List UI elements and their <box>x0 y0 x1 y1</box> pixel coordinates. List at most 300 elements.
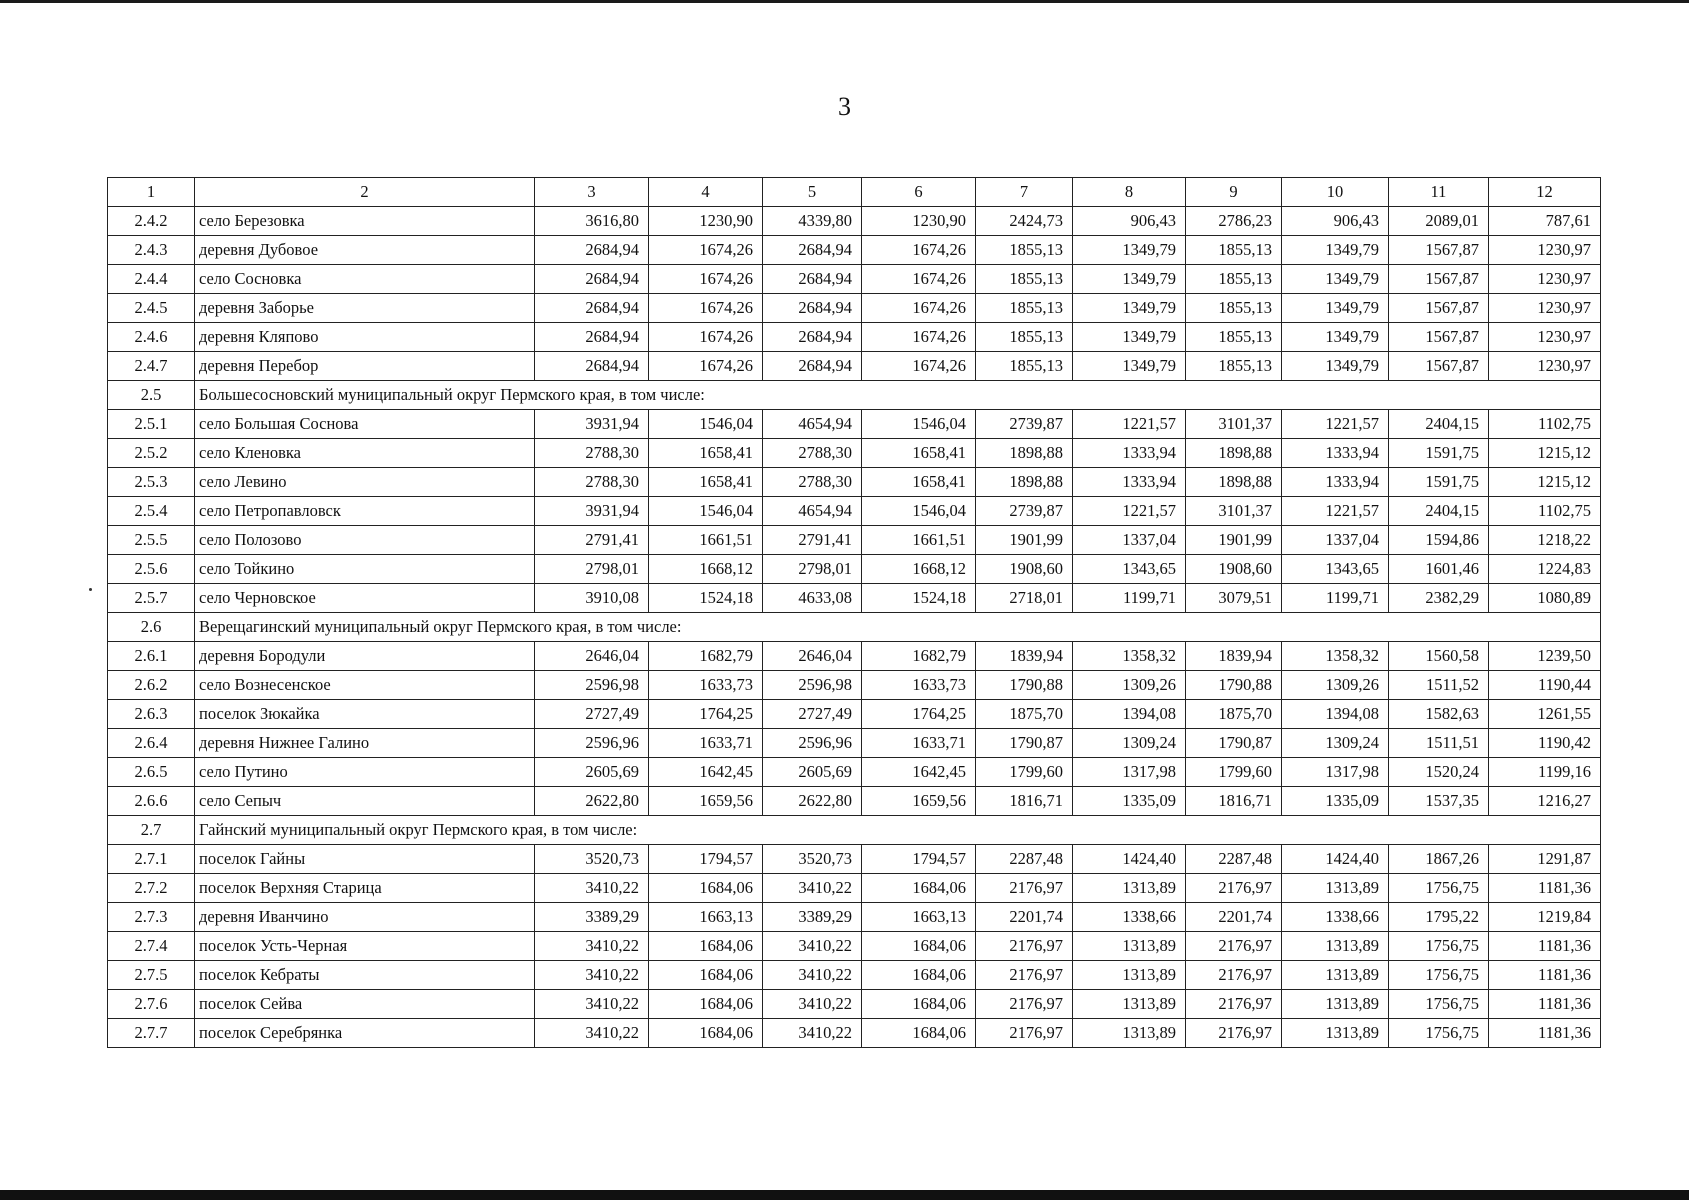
table-row <box>108 265 1601 294</box>
value-cell: 3410,22 <box>763 990 862 1019</box>
value-cell: 1291,87 <box>1489 845 1601 874</box>
value-cell: 1567,87 <box>1389 323 1489 352</box>
value-cell: 1230,90 <box>649 207 763 236</box>
settlement-name: поселок Гайны <box>195 845 535 874</box>
value-cell: 1230,97 <box>1489 323 1601 352</box>
value-cell: 2176,97 <box>976 990 1073 1019</box>
value-cell: 3410,22 <box>763 874 862 903</box>
value-cell: 2596,96 <box>535 729 649 758</box>
value-cell: 1684,06 <box>862 932 976 961</box>
value-cell: 1261,55 <box>1489 700 1601 729</box>
value-cell: 1424,40 <box>1282 845 1389 874</box>
settlement-name: деревня Иванчино <box>195 903 535 932</box>
value-cell: 1546,04 <box>649 410 763 439</box>
value-cell: 3520,73 <box>535 845 649 874</box>
value-cell: 1591,75 <box>1389 468 1489 497</box>
table-row <box>108 323 1601 352</box>
value-cell: 1658,41 <box>862 439 976 468</box>
value-cell: 1764,25 <box>862 700 976 729</box>
value-cell: 1684,06 <box>649 1019 763 1048</box>
value-cell: 1230,90 <box>862 207 976 236</box>
value-cell: 3410,22 <box>535 961 649 990</box>
value-cell: 2176,97 <box>1186 961 1282 990</box>
value-cell: 1511,52 <box>1389 671 1489 700</box>
value-cell: 1317,98 <box>1073 758 1186 787</box>
value-cell: 2201,74 <box>1186 903 1282 932</box>
value-cell: 1313,89 <box>1282 961 1389 990</box>
value-cell: 1230,97 <box>1489 294 1601 323</box>
value-cell: 1855,13 <box>1186 294 1282 323</box>
value-cell: 1424,40 <box>1073 845 1186 874</box>
value-cell: 2727,49 <box>535 700 649 729</box>
value-cell: 1333,94 <box>1282 468 1389 497</box>
value-cell: 1684,06 <box>649 990 763 1019</box>
table-row <box>108 207 1601 236</box>
settlement-name: деревня Заборье <box>195 294 535 323</box>
value-cell: 1358,32 <box>1282 642 1389 671</box>
value-cell: 1839,94 <box>1186 642 1282 671</box>
value-cell: 2287,48 <box>1186 845 1282 874</box>
value-cell: 2176,97 <box>1186 874 1282 903</box>
value-cell: 1215,12 <box>1489 439 1601 468</box>
value-cell: 2176,97 <box>976 1019 1073 1048</box>
value-cell: 1684,06 <box>649 961 763 990</box>
value-cell: 1684,06 <box>649 932 763 961</box>
value-cell: 1867,26 <box>1389 845 1489 874</box>
value-cell: 2404,15 <box>1389 410 1489 439</box>
table-row <box>108 874 1601 903</box>
value-cell: 2718,01 <box>976 584 1073 613</box>
value-cell: 1337,04 <box>1073 526 1186 555</box>
value-cell: 1674,26 <box>862 323 976 352</box>
value-cell: 1790,87 <box>1186 729 1282 758</box>
value-cell: 1794,57 <box>649 845 763 874</box>
value-cell: 1684,06 <box>649 874 763 903</box>
value-cell: 906,43 <box>1282 207 1389 236</box>
value-cell: 1898,88 <box>1186 468 1282 497</box>
value-cell: 1674,26 <box>649 352 763 381</box>
value-cell: 1335,09 <box>1073 787 1186 816</box>
settlement-name: село Кленовка <box>195 439 535 468</box>
value-cell: 1663,13 <box>862 903 976 932</box>
settlement-name: поселок Усть-Черная <box>195 932 535 961</box>
value-cell: 2605,69 <box>535 758 649 787</box>
value-cell: 2684,94 <box>763 294 862 323</box>
value-cell: 1394,08 <box>1073 700 1186 729</box>
value-cell: 3931,94 <box>535 497 649 526</box>
value-cell: 1756,75 <box>1389 874 1489 903</box>
value-cell: 2788,30 <box>535 468 649 497</box>
value-cell: 1333,94 <box>1073 468 1186 497</box>
row-number: 2.4.5 <box>108 294 195 323</box>
scan-edge-bottom <box>0 1190 1689 1200</box>
value-cell: 2684,94 <box>535 236 649 265</box>
value-cell: 1313,89 <box>1282 990 1389 1019</box>
value-cell: 1511,51 <box>1389 729 1489 758</box>
value-cell: 1661,51 <box>649 526 763 555</box>
value-cell: 1309,26 <box>1073 671 1186 700</box>
table-row <box>108 555 1601 584</box>
value-cell: 2798,01 <box>535 555 649 584</box>
value-cell: 1190,42 <box>1489 729 1601 758</box>
value-cell: 2404,15 <box>1389 497 1489 526</box>
value-cell: 1790,88 <box>976 671 1073 700</box>
value-cell: 2596,98 <box>763 671 862 700</box>
value-cell: 1790,88 <box>1186 671 1282 700</box>
table-row <box>108 236 1601 265</box>
value-cell: 1684,06 <box>862 874 976 903</box>
value-cell: 1633,71 <box>649 729 763 758</box>
value-cell: 2739,87 <box>976 410 1073 439</box>
value-cell: 1358,32 <box>1073 642 1186 671</box>
value-cell: 1560,58 <box>1389 642 1489 671</box>
value-cell: 1537,35 <box>1389 787 1489 816</box>
value-cell: 4339,80 <box>763 207 862 236</box>
value-cell: 1674,26 <box>862 265 976 294</box>
table-row <box>108 758 1601 787</box>
value-cell: 1337,04 <box>1282 526 1389 555</box>
value-cell: 1659,56 <box>862 787 976 816</box>
table-row <box>108 294 1601 323</box>
column-number: 12 <box>1489 178 1601 207</box>
value-cell: 3410,22 <box>535 932 649 961</box>
value-cell: 3410,22 <box>535 990 649 1019</box>
value-cell: 1181,36 <box>1489 932 1601 961</box>
value-cell: 3410,22 <box>763 1019 862 1048</box>
value-cell: 1642,45 <box>649 758 763 787</box>
value-cell: 1816,71 <box>1186 787 1282 816</box>
value-cell: 2788,30 <box>763 468 862 497</box>
value-cell: 1333,94 <box>1282 439 1389 468</box>
table-row <box>108 845 1601 874</box>
value-cell: 2596,96 <box>763 729 862 758</box>
value-cell: 1520,24 <box>1389 758 1489 787</box>
value-cell: 1313,89 <box>1282 874 1389 903</box>
value-cell: 2605,69 <box>763 758 862 787</box>
row-number: 2.7.1 <box>108 845 195 874</box>
value-cell: 1349,79 <box>1282 352 1389 381</box>
value-cell: 1567,87 <box>1389 294 1489 323</box>
value-cell: 1102,75 <box>1489 410 1601 439</box>
value-cell: 3616,80 <box>535 207 649 236</box>
value-cell: 2176,97 <box>1186 932 1282 961</box>
row-number: 2.6.1 <box>108 642 195 671</box>
value-cell: 1230,97 <box>1489 265 1601 294</box>
value-cell: 1313,89 <box>1073 990 1186 1019</box>
value-cell: 2622,80 <box>535 787 649 816</box>
value-cell: 1875,70 <box>976 700 1073 729</box>
value-cell: 1221,57 <box>1073 497 1186 526</box>
row-number: 2.4.4 <box>108 265 195 294</box>
value-cell: 3910,08 <box>535 584 649 613</box>
value-cell: 1230,97 <box>1489 352 1601 381</box>
value-cell: 2684,94 <box>535 265 649 294</box>
value-cell: 1898,88 <box>976 468 1073 497</box>
value-cell: 1756,75 <box>1389 1019 1489 1048</box>
value-cell: 1591,75 <box>1389 439 1489 468</box>
value-cell: 1668,12 <box>649 555 763 584</box>
settlement-name: село Полозово <box>195 526 535 555</box>
column-number: 6 <box>862 178 976 207</box>
group-title: Гайнский муниципальный округ Пермского края, в том числе: <box>195 816 1601 845</box>
value-cell: 2684,94 <box>535 294 649 323</box>
value-cell: 1633,73 <box>649 671 763 700</box>
value-cell: 1102,75 <box>1489 497 1601 526</box>
value-cell: 1546,04 <box>862 410 976 439</box>
value-cell: 2176,97 <box>976 961 1073 990</box>
table-row <box>108 1019 1601 1048</box>
row-number: 2.7.4 <box>108 932 195 961</box>
value-cell: 1343,65 <box>1282 555 1389 584</box>
column-number-row <box>108 178 1601 207</box>
row-number: 2.6.6 <box>108 787 195 816</box>
settlement-name: деревня Дубовое <box>195 236 535 265</box>
value-cell: 2684,94 <box>763 352 862 381</box>
value-cell: 1199,71 <box>1073 584 1186 613</box>
value-cell: 2684,94 <box>535 352 649 381</box>
value-cell: 2791,41 <box>535 526 649 555</box>
value-cell: 1190,44 <box>1489 671 1601 700</box>
value-cell: 1901,99 <box>1186 526 1282 555</box>
column-number: 2 <box>195 178 535 207</box>
value-cell: 4654,94 <box>763 410 862 439</box>
value-cell: 1567,87 <box>1389 265 1489 294</box>
row-number: 2.7 <box>108 816 195 845</box>
value-cell: 1313,89 <box>1073 932 1186 961</box>
row-number: 2.6.3 <box>108 700 195 729</box>
value-cell: 1855,13 <box>976 265 1073 294</box>
value-cell: 1394,08 <box>1282 700 1389 729</box>
row-number: 2.6 <box>108 613 195 642</box>
value-cell: 3389,29 <box>535 903 649 932</box>
row-number: 2.5.7 <box>108 584 195 613</box>
row-number: 2.5.1 <box>108 410 195 439</box>
group-row <box>108 816 1601 845</box>
value-cell: 1674,26 <box>649 236 763 265</box>
value-cell: 1080,89 <box>1489 584 1601 613</box>
row-number: 2.4.6 <box>108 323 195 352</box>
table-row <box>108 526 1601 555</box>
settlement-name: село Левино <box>195 468 535 497</box>
value-cell: 1181,36 <box>1489 874 1601 903</box>
value-cell: 4654,94 <box>763 497 862 526</box>
value-cell: 1790,87 <box>976 729 1073 758</box>
value-cell: 2739,87 <box>976 497 1073 526</box>
value-cell: 1582,63 <box>1389 700 1489 729</box>
value-cell: 3410,22 <box>535 1019 649 1048</box>
value-cell: 906,43 <box>1073 207 1186 236</box>
settlement-name: село Сепыч <box>195 787 535 816</box>
value-cell: 1855,13 <box>976 352 1073 381</box>
settlement-name: село Березовка <box>195 207 535 236</box>
value-cell: 1349,79 <box>1073 236 1186 265</box>
value-cell: 2786,23 <box>1186 207 1282 236</box>
group-title: Большесосновский муниципальный округ Пермского края, в том числе: <box>195 381 1601 410</box>
value-cell: 3520,73 <box>763 845 862 874</box>
value-cell: 3410,22 <box>763 961 862 990</box>
settlement-name: поселок Кебраты <box>195 961 535 990</box>
group-title: Верещагинский муниципальный округ Пермского края, в том числе: <box>195 613 1601 642</box>
value-cell: 1239,50 <box>1489 642 1601 671</box>
value-cell: 1799,60 <box>976 758 1073 787</box>
value-cell: 1855,13 <box>1186 352 1282 381</box>
value-cell: 1349,79 <box>1282 294 1389 323</box>
value-cell: 2424,73 <box>976 207 1073 236</box>
page-number: 3 <box>838 92 851 121</box>
value-cell: 1659,56 <box>649 787 763 816</box>
row-number: 2.4.3 <box>108 236 195 265</box>
value-cell: 1794,57 <box>862 845 976 874</box>
column-number: 11 <box>1389 178 1489 207</box>
column-number: 1 <box>108 178 195 207</box>
row-number: 2.6.5 <box>108 758 195 787</box>
value-cell: 2382,29 <box>1389 584 1489 613</box>
group-row <box>108 613 1601 642</box>
value-cell: 2727,49 <box>763 700 862 729</box>
table-body <box>108 178 1601 1048</box>
value-cell: 1756,75 <box>1389 990 1489 1019</box>
row-number: 2.7.2 <box>108 874 195 903</box>
settlement-name: поселок Серебрянка <box>195 1019 535 1048</box>
value-cell: 1799,60 <box>1186 758 1282 787</box>
value-cell: 4633,08 <box>763 584 862 613</box>
column-number: 9 <box>1186 178 1282 207</box>
column-number: 7 <box>976 178 1073 207</box>
settlement-name: поселок Верхняя Старица <box>195 874 535 903</box>
value-cell: 1816,71 <box>976 787 1073 816</box>
table-row <box>108 903 1601 932</box>
table-row <box>108 671 1601 700</box>
value-cell: 1684,06 <box>862 961 976 990</box>
value-cell: 2646,04 <box>535 642 649 671</box>
value-cell: 1795,22 <box>1389 903 1489 932</box>
value-cell: 1567,87 <box>1389 236 1489 265</box>
value-cell: 1682,79 <box>862 642 976 671</box>
value-cell: 1642,45 <box>862 758 976 787</box>
row-number: 2.7.7 <box>108 1019 195 1048</box>
value-cell: 1181,36 <box>1489 961 1601 990</box>
row-number: 2.4.2 <box>108 207 195 236</box>
table-row <box>108 932 1601 961</box>
value-cell: 1756,75 <box>1389 961 1489 990</box>
table-row <box>108 410 1601 439</box>
value-cell: 1594,86 <box>1389 526 1489 555</box>
table-row <box>108 642 1601 671</box>
value-cell: 3389,29 <box>763 903 862 932</box>
table-row <box>108 439 1601 468</box>
value-cell: 1601,46 <box>1389 555 1489 584</box>
value-cell: 1230,97 <box>1489 236 1601 265</box>
value-cell: 3101,37 <box>1186 410 1282 439</box>
settlement-name: деревня Нижнее Галино <box>195 729 535 758</box>
value-cell: 1901,99 <box>976 526 1073 555</box>
value-cell: 2176,97 <box>1186 990 1282 1019</box>
value-cell: 1674,26 <box>862 294 976 323</box>
value-cell: 1219,84 <box>1489 903 1601 932</box>
value-cell: 2791,41 <box>763 526 862 555</box>
value-cell: 1343,65 <box>1073 555 1186 584</box>
value-cell: 1684,06 <box>862 1019 976 1048</box>
value-cell: 2176,97 <box>1186 1019 1282 1048</box>
value-cell: 1317,98 <box>1282 758 1389 787</box>
value-cell: 2646,04 <box>763 642 862 671</box>
row-number: 2.7.3 <box>108 903 195 932</box>
row-number: 2.6.2 <box>108 671 195 700</box>
value-cell: 3079,51 <box>1186 584 1282 613</box>
value-cell: 1855,13 <box>976 323 1073 352</box>
value-cell: 2684,94 <box>763 265 862 294</box>
value-cell: 2788,30 <box>535 439 649 468</box>
value-cell: 1855,13 <box>1186 236 1282 265</box>
value-cell: 1908,60 <box>1186 555 1282 584</box>
value-cell: 1633,71 <box>862 729 976 758</box>
column-number: 8 <box>1073 178 1186 207</box>
value-cell: 1221,57 <box>1282 410 1389 439</box>
value-cell: 1349,79 <box>1282 265 1389 294</box>
scan-edge-top <box>0 0 1689 3</box>
value-cell: 1855,13 <box>1186 265 1282 294</box>
value-cell: 1338,66 <box>1073 903 1186 932</box>
value-cell: 1349,79 <box>1073 323 1186 352</box>
value-cell: 1221,57 <box>1073 410 1186 439</box>
value-cell: 1349,79 <box>1282 323 1389 352</box>
value-cell: 1309,24 <box>1282 729 1389 758</box>
value-cell: 2788,30 <box>763 439 862 468</box>
column-number: 5 <box>763 178 862 207</box>
value-cell: 1199,71 <box>1282 584 1389 613</box>
value-cell: 1567,87 <box>1389 352 1489 381</box>
row-number: 2.5.3 <box>108 468 195 497</box>
value-cell: 1216,27 <box>1489 787 1601 816</box>
value-cell: 2176,97 <box>976 874 1073 903</box>
value-cell: 1309,26 <box>1282 671 1389 700</box>
value-cell: 1855,13 <box>1186 323 1282 352</box>
row-number: 2.6.4 <box>108 729 195 758</box>
value-cell: 1349,79 <box>1073 352 1186 381</box>
value-cell: 1663,13 <box>649 903 763 932</box>
value-cell: 1524,18 <box>862 584 976 613</box>
value-cell: 1898,88 <box>1186 439 1282 468</box>
table-row <box>108 990 1601 1019</box>
value-cell: 1658,41 <box>649 439 763 468</box>
settlement-name: село Путино <box>195 758 535 787</box>
value-cell: 1658,41 <box>862 468 976 497</box>
table-row <box>108 700 1601 729</box>
value-cell: 2287,48 <box>976 845 1073 874</box>
table-row <box>108 729 1601 758</box>
value-cell: 1349,79 <box>1073 265 1186 294</box>
value-cell: 1313,89 <box>1073 961 1186 990</box>
settlement-name: село Большая Соснова <box>195 410 535 439</box>
value-cell: 1898,88 <box>976 439 1073 468</box>
value-cell: 1839,94 <box>976 642 1073 671</box>
value-cell: 1855,13 <box>976 294 1073 323</box>
row-number: 2.7.6 <box>108 990 195 1019</box>
value-cell: 1855,13 <box>976 236 1073 265</box>
value-cell: 1546,04 <box>649 497 763 526</box>
settlement-name: село Черновское <box>195 584 535 613</box>
settlement-name: деревня Кляпово <box>195 323 535 352</box>
tariff-table <box>107 177 1601 1048</box>
value-cell: 2684,94 <box>763 236 862 265</box>
value-cell: 1684,06 <box>862 990 976 1019</box>
value-cell: 1349,79 <box>1282 236 1389 265</box>
value-cell: 1313,89 <box>1073 874 1186 903</box>
row-number: 2.5.6 <box>108 555 195 584</box>
table-row <box>108 787 1601 816</box>
value-cell: 2176,97 <box>976 932 1073 961</box>
value-cell: 1181,36 <box>1489 1019 1601 1048</box>
